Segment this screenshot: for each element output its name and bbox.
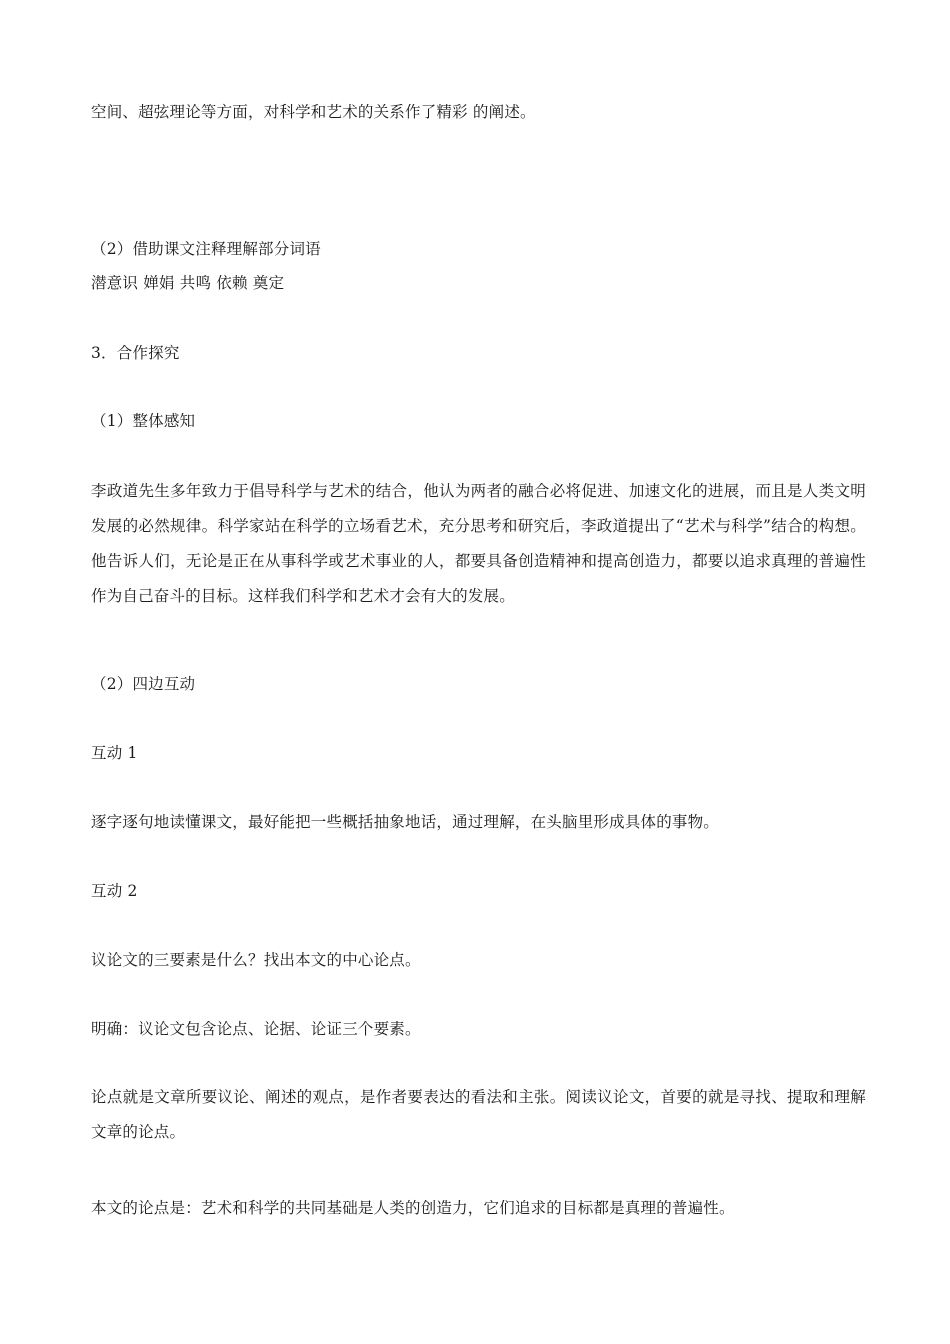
interaction-2-label: 互动 2	[91, 882, 138, 900]
interaction-2-question: 议论文的三要素是什么？找出本文的中心论点。	[91, 951, 421, 969]
answer-three-elements: 明确：议论文包含论点、论据、论证三个要素。	[91, 1020, 421, 1038]
interaction-1-text: 逐字逐句地读懂课文，最好能把一些概括抽象地话，通过理解，在头脑里形成具体的事物。	[91, 813, 720, 831]
thesis-statement: 本文的论点是：艺术和科学的共同基础是人类的创造力，它们追求的目标都是真理的普遍性。	[91, 1199, 735, 1217]
sub-heading-four-way-interaction: （2）四边互动	[91, 675, 196, 693]
sub-heading-vocabulary: （2）借助课文注释理解部分词语	[91, 240, 321, 258]
argument-definition-paragraph: 论点就是文章所要议论、阐述的观点，是作者要表达的看法和主张。阅读议论文，首要的就是寻找、提取和理解文章的论点。	[91, 1088, 866, 1141]
section-heading-cooperative-inquiry: 3．合作探究	[91, 344, 180, 362]
sub-heading-overall-perception: （1）整体感知	[91, 412, 196, 430]
interaction-1-label: 互动 1	[91, 744, 138, 762]
overall-perception-paragraph: 李政道先生多年致力于倡导科学与艺术的结合，他认为两者的融合必将促进、加速文化的进展，而且是人类文明发展的必然规律。科学家站在科学的立场看艺术，充分思考和研究后，李政道提出了“艺术与科学”结合的构想。他告诉人们，无论是正在从事科学或艺术事业的人，都要具备创造精神和提高创造力，都要以追求真理的普遍性作为自己奋斗的目标。这样我们科学和艺术才会有大的发展。	[91, 482, 866, 605]
vocabulary-list: 潜意识 婵娟 共鸣 依赖 奠定	[91, 274, 285, 292]
intro-line: 空间、超弦理论等方面，对科学和艺术的关系作了精彩 的阐述。	[91, 103, 536, 121]
